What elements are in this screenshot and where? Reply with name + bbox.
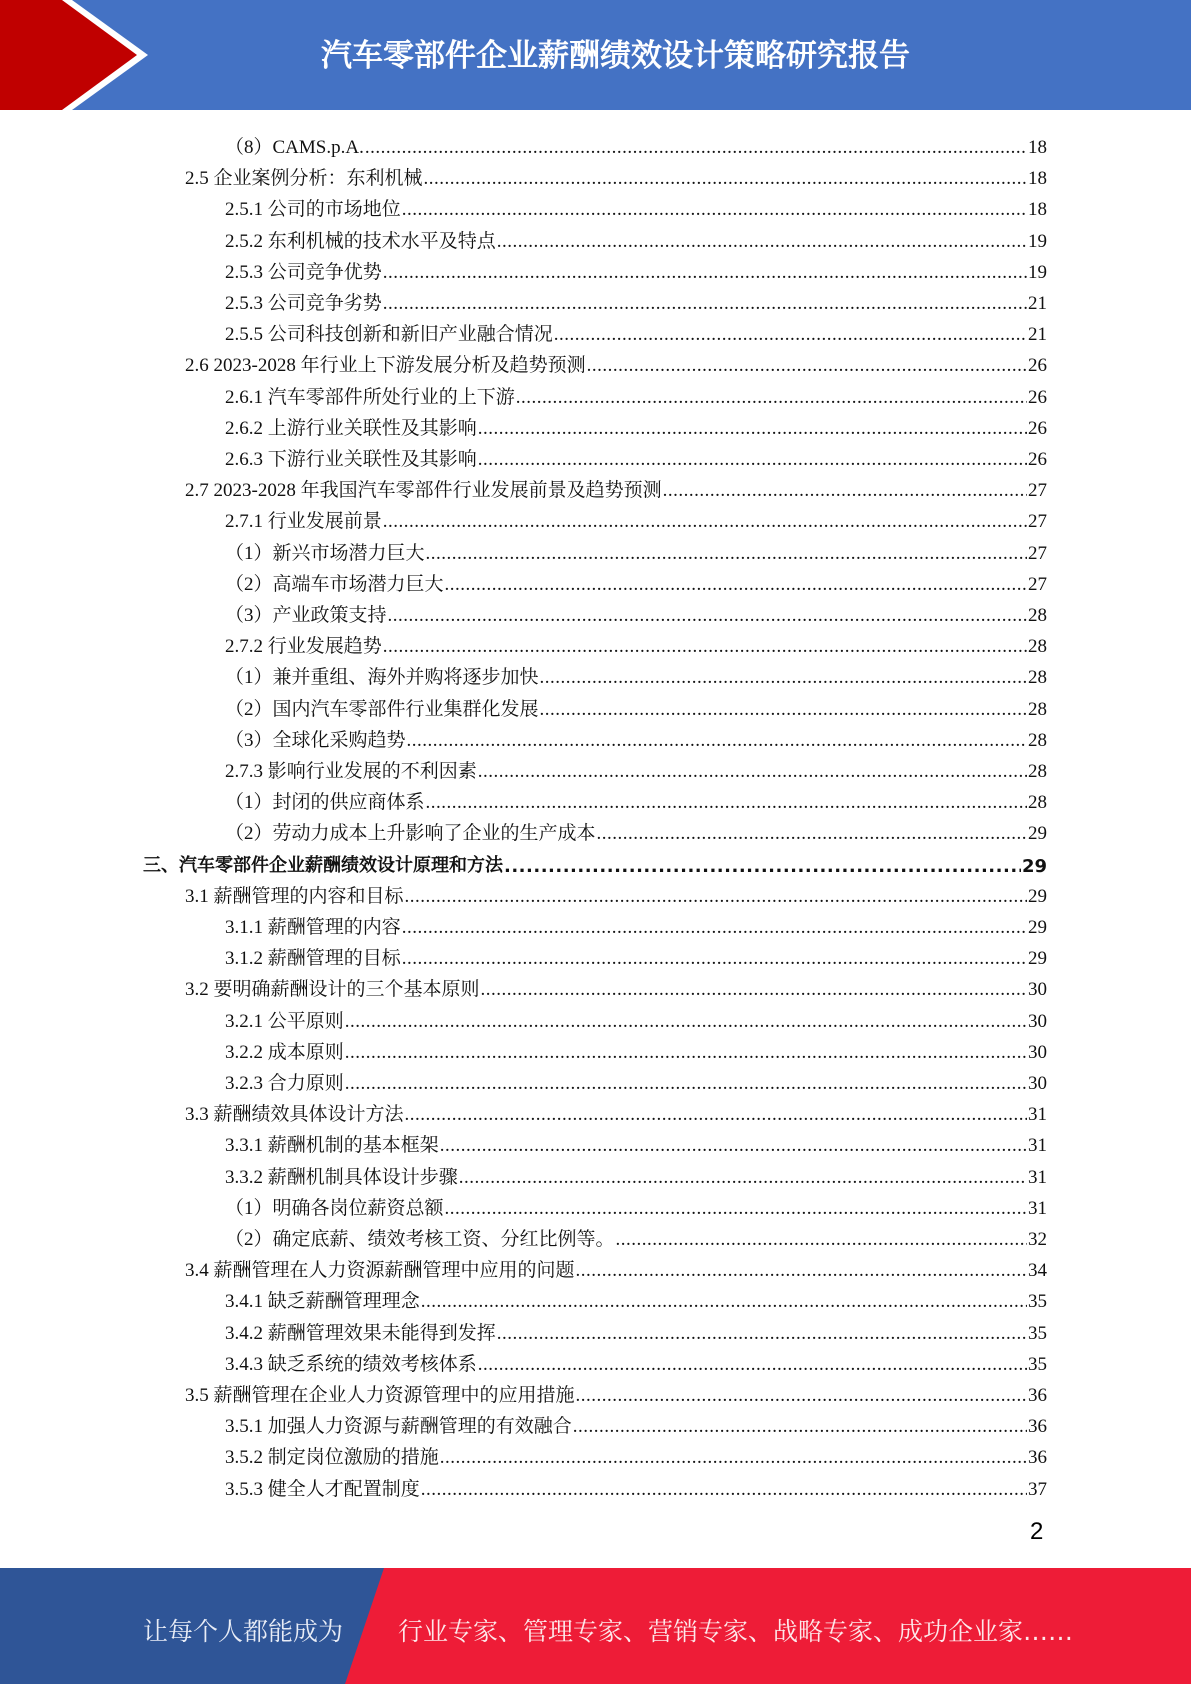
toc-entry-label: 3.2.3 合力原则	[225, 1073, 344, 1094]
toc-entry[interactable]	[185, 878, 1047, 908]
toc-leader-dots	[383, 636, 1027, 658]
toc-entry-label: 2.7.1 行业发展前景	[225, 511, 382, 533]
toc-leader-dots	[540, 667, 1027, 689]
toc-leader-dots	[554, 324, 1027, 346]
toc-entry-label: 3.3 薪酬绩效具体设计方法	[185, 1104, 404, 1126]
toc-entry-page: 36	[1028, 1447, 1047, 1469]
toc-entry-label: （2）高端车市场潜力巨大	[225, 573, 444, 595]
toc-entry-label: 2.6.1 汽车零部件所处行业的上下游	[225, 386, 515, 408]
toc-leader-dots	[426, 543, 1027, 565]
toc-entry-page: 18	[1028, 199, 1047, 221]
page-header	[0, 0, 1191, 110]
toc-leader-dots	[440, 1447, 1027, 1469]
toc-entry-label: （8）CAMS.p.A.	[225, 137, 364, 158]
toc-leader-dots	[445, 1198, 1027, 1220]
toc-entry-page: 32	[1028, 1229, 1047, 1250]
toc-leader-dots	[573, 1416, 1027, 1438]
toc-entry-label: 3.3.1 薪酬机制的基本框架	[225, 1135, 439, 1157]
toc-entry-page: 28	[1028, 698, 1047, 720]
toc-entry-page: 29	[1028, 917, 1047, 938]
toc-entry-page: 29	[1021, 855, 1047, 877]
toc-entry-label: （3）全球化采购趋势	[225, 729, 406, 751]
toc-entry-page: 37	[1028, 1478, 1047, 1500]
toc-entry-label: 2.7.3 影响行业发展的不利因素	[225, 761, 477, 782]
toc-leader-dots	[576, 1385, 1027, 1407]
toc-entry-label: 3.2.2 成本原则	[225, 1041, 344, 1063]
toc-entry[interactable]	[225, 1159, 1047, 1189]
toc-entry-page: 28	[1028, 636, 1047, 658]
toc-leader-dots	[445, 574, 1027, 596]
toc-entry-page: 28	[1028, 667, 1047, 689]
toc-entry-label: 2.5.3 公司竞争优势	[225, 261, 382, 283]
toc-leader-dots	[440, 1135, 1027, 1157]
toc-entry-label: （1）封闭的供应商体系	[225, 792, 425, 814]
toc-entry-label: 2.6.2 上游行业关联性及其影响	[225, 417, 477, 439]
toc-entry-label: 3.2 要明确薪酬设计的三个基本原则	[185, 979, 480, 1001]
toc-entry[interactable]	[225, 285, 1047, 315]
toc-entry-page: 18	[1028, 168, 1047, 190]
toc-entry-label: （1）兼并重组、海外并购将逐步加快	[225, 667, 539, 689]
toc-leader-dots	[345, 1073, 1027, 1095]
toc-leader-dots	[587, 355, 1027, 377]
toc-entry-page: 21	[1028, 293, 1047, 314]
toc-entry[interactable]	[225, 1034, 1047, 1064]
toc-entry-label: 2.6 2023-2028 年行业上下游发展分析及趋势预测	[185, 355, 586, 377]
toc-leader-dots	[424, 168, 1027, 190]
toc-entry-page: 28	[1028, 792, 1047, 814]
toc-entry-page: 26	[1028, 449, 1047, 470]
toc-entry-label: （2）劳动力成本上升影响了企业的生产成本	[225, 823, 596, 845]
toc-entry[interactable]	[225, 223, 1047, 253]
toc-leader-dots	[426, 792, 1027, 814]
toc-entry-page: 27	[1028, 542, 1047, 564]
toc-leader-dots	[576, 1260, 1027, 1282]
toc-entry-label: 3.5.1 加强人力资源与薪酬管理的有效融合	[225, 1416, 572, 1438]
toc-entry-page: 26	[1028, 355, 1047, 377]
toc-entry-label: 3.5.2 制定岗位激励的措施	[225, 1447, 439, 1469]
footer-slogan-right: 行业专家、管理专家、营销专家、战略专家、成功企业家……	[398, 1617, 1074, 1646]
toc-entry-label: 3.1 薪酬管理的内容和目标	[185, 885, 404, 907]
toc-entry-label: 3.5.3 健全人才配置制度	[225, 1478, 420, 1500]
toc-entry[interactable]	[143, 847, 1047, 877]
toc-leader-dots	[478, 418, 1027, 440]
toc-entry[interactable]	[225, 815, 1047, 845]
toc-entry-label: 2.5.3 公司竞争劣势	[225, 293, 382, 314]
page-footer	[0, 1568, 1191, 1684]
toc-entry-page: 35	[1028, 1353, 1047, 1375]
toc-entry-page: 36	[1028, 1416, 1047, 1438]
toc-leader-dots	[402, 948, 1027, 970]
toc-entry-label: 三、汽车零部件企业薪酬绩效设计原理和方法	[143, 854, 503, 876]
toc-entry-page: 31	[1028, 1135, 1047, 1157]
page-number: 2	[1030, 1518, 1044, 1545]
toc-entry[interactable]	[185, 971, 1047, 1001]
toc-leader-dots	[516, 387, 1027, 409]
toc-entry-page: 29	[1028, 823, 1047, 845]
toc-entry[interactable]	[225, 441, 1047, 471]
toc-entry-page: 26	[1028, 417, 1047, 439]
toc-entry-label: 3.4.2 薪酬管理效果未能得到发挥	[225, 1322, 496, 1344]
toc-entry-page: 30	[1028, 979, 1047, 1001]
toc-entry-label: 2.7.2 行业发展趋势	[225, 636, 382, 658]
toc-entry-label: 3.4 薪酬管理在人力资源薪酬管理中应用的问题	[185, 1260, 575, 1282]
toc-entry-label: （2）确定底薪、绩效考核工资、分红比例等。	[225, 1229, 615, 1250]
toc-entry-page: 27	[1028, 480, 1047, 502]
toc-entry[interactable]	[225, 1127, 1047, 1157]
toc-entry-label: 2.7 2023-2028 年我国汽车零部件行业发展前景及趋势预测	[185, 480, 662, 502]
toc-leader-dots	[478, 449, 1027, 471]
toc-entry[interactable]	[225, 254, 1047, 284]
toc-leader-dots	[345, 1011, 1027, 1033]
toc-entry[interactable]	[225, 410, 1047, 440]
toc-entry-page: 28	[1028, 761, 1047, 782]
toc-entry-label: 2.5.5 公司科技创新和新旧产业融合情况	[225, 324, 553, 346]
toc-entry-page: 30	[1028, 1041, 1047, 1063]
toc-leader-dots	[388, 605, 1027, 627]
toc-leader-dots	[421, 1479, 1027, 1501]
toc-entry-page: 31	[1028, 1166, 1047, 1188]
toc-entry[interactable]	[185, 347, 1047, 377]
toc-entry-page: 29	[1028, 948, 1047, 970]
toc-entry[interactable]	[225, 659, 1047, 689]
toc-leader-dots	[540, 699, 1027, 721]
toc-entry-label: 3.4.1 缺乏薪酬管理理念	[225, 1291, 420, 1313]
toc-entry-page: 29	[1028, 885, 1047, 907]
toc-leader-dots	[402, 917, 1027, 939]
toc-entry[interactable]	[185, 1252, 1047, 1282]
toc-entry-label: （1）新兴市场潜力巨大	[225, 542, 425, 564]
toc-leader-dots	[616, 1229, 1027, 1251]
toc-entry-page: 34	[1028, 1260, 1047, 1282]
toc-entry[interactable]	[225, 1003, 1047, 1033]
toc-entry-page: 31	[1028, 1104, 1047, 1126]
toc-leader-dots	[497, 1323, 1027, 1345]
toc-entry-label: 2.5 企业案例分析：东利机械	[185, 168, 423, 190]
toc-entry-label: （1）明确各岗位薪资总额	[225, 1197, 444, 1219]
toc-entry-label: 3.4.3 缺乏系统的绩效考核体系	[225, 1353, 477, 1375]
toc-entry-label: （3）产业政策支持	[225, 605, 387, 626]
toc-entry[interactable]	[225, 940, 1047, 970]
toc-entry[interactable]	[225, 691, 1047, 721]
toc-entry-label: 3.2.1 公平原则	[225, 1010, 344, 1032]
toc-entry[interactable]	[225, 1283, 1047, 1313]
toc-entry[interactable]	[185, 1096, 1047, 1126]
toc-entry[interactable]	[225, 722, 1047, 752]
toc-entry-label: 3.1.1 薪酬管理的内容	[225, 917, 401, 938]
toc-entry[interactable]	[225, 1408, 1047, 1438]
toc-leader-dots	[383, 511, 1027, 533]
toc-entry-page: 28	[1028, 729, 1047, 751]
toc-entry-page: 30	[1028, 1073, 1047, 1094]
toc-entry[interactable]	[225, 535, 1047, 565]
footer-slogan-left: 让每个人都能成为	[143, 1617, 344, 1646]
toc-leader-dots	[407, 730, 1027, 752]
toc-entry[interactable]	[225, 628, 1047, 658]
toc-entry[interactable]	[225, 503, 1047, 533]
toc-entry-page: 36	[1028, 1385, 1047, 1406]
toc-entry[interactable]	[185, 472, 1047, 502]
toc-entry-label: 2.5.2 东利机械的技术水平及特点	[225, 230, 496, 252]
toc-entry[interactable]	[225, 1346, 1047, 1376]
toc-entry[interactable]	[185, 1377, 1047, 1407]
toc-entry[interactable]	[225, 1065, 1047, 1095]
toc-leader-dots	[402, 199, 1027, 221]
toc-entry[interactable]	[225, 316, 1047, 346]
toc-leader-dots	[481, 979, 1027, 1001]
toc-entry-page: 27	[1028, 573, 1047, 595]
toc-entry-page: 35	[1028, 1291, 1047, 1313]
toc-entry[interactable]	[225, 1439, 1047, 1469]
toc-leader-dots	[663, 480, 1027, 502]
toc-entry-page: 21	[1028, 324, 1047, 346]
toc-entry[interactable]	[225, 566, 1047, 596]
toc-entry[interactable]	[225, 1190, 1047, 1220]
toc-entry[interactable]	[225, 1471, 1047, 1501]
toc-entry[interactable]	[225, 753, 1047, 783]
toc-entry-label: 2.5.1 公司的市场地位	[225, 199, 401, 221]
toc-entry-page: 35	[1028, 1322, 1047, 1344]
toc-leader-dots	[421, 1291, 1027, 1313]
toc-leader-dots	[365, 137, 1027, 159]
toc-entry[interactable]	[225, 597, 1047, 627]
toc-entry[interactable]	[225, 191, 1047, 221]
toc-entry-label: （2）国内汽车零部件行业集群化发展	[225, 698, 539, 720]
toc-entry-page: 19	[1028, 230, 1047, 252]
toc-entry-page: 30	[1028, 1010, 1047, 1032]
toc-entry[interactable]	[225, 379, 1047, 409]
toc-leader-dots	[478, 761, 1027, 783]
toc-entry[interactable]	[225, 909, 1047, 939]
toc-entry[interactable]	[225, 1221, 1047, 1251]
toc-leader-dots	[383, 293, 1027, 315]
toc-leader-dots	[504, 856, 1021, 877]
toc-entry-page: 18	[1028, 137, 1047, 158]
toc-entry-page: 27	[1028, 511, 1047, 533]
toc-leader-dots	[459, 1167, 1027, 1189]
toc-entry[interactable]	[185, 160, 1047, 190]
toc-entry-label: 2.6.3 下游行业关联性及其影响	[225, 449, 477, 470]
toc-entry-label: 3.3.2 薪酬机制具体设计步骤	[225, 1166, 458, 1188]
toc-leader-dots	[345, 1042, 1027, 1064]
report-title: 汽车零部件企业薪酬绩效设计策略研究报告	[321, 38, 910, 74]
toc-entry-label: 3.5 薪酬管理在企业人力资源管理中的应用措施	[185, 1385, 575, 1406]
toc-entry-page: 28	[1028, 605, 1047, 626]
toc-entry[interactable]	[225, 784, 1047, 814]
toc-leader-dots	[383, 262, 1027, 284]
toc-leader-dots	[405, 1104, 1027, 1126]
toc-leader-dots	[478, 1354, 1027, 1376]
toc-leader-dots	[405, 886, 1027, 908]
toc-entry-page: 26	[1028, 386, 1047, 408]
toc-leader-dots	[497, 231, 1027, 253]
toc-entry-label: 3.1.2 薪酬管理的目标	[225, 948, 401, 970]
toc-entry[interactable]	[225, 1315, 1047, 1345]
toc-leader-dots	[597, 823, 1027, 845]
toc-entry[interactable]	[225, 129, 1047, 159]
toc-entry-page: 31	[1028, 1197, 1047, 1219]
toc-entry-page: 19	[1028, 261, 1047, 283]
